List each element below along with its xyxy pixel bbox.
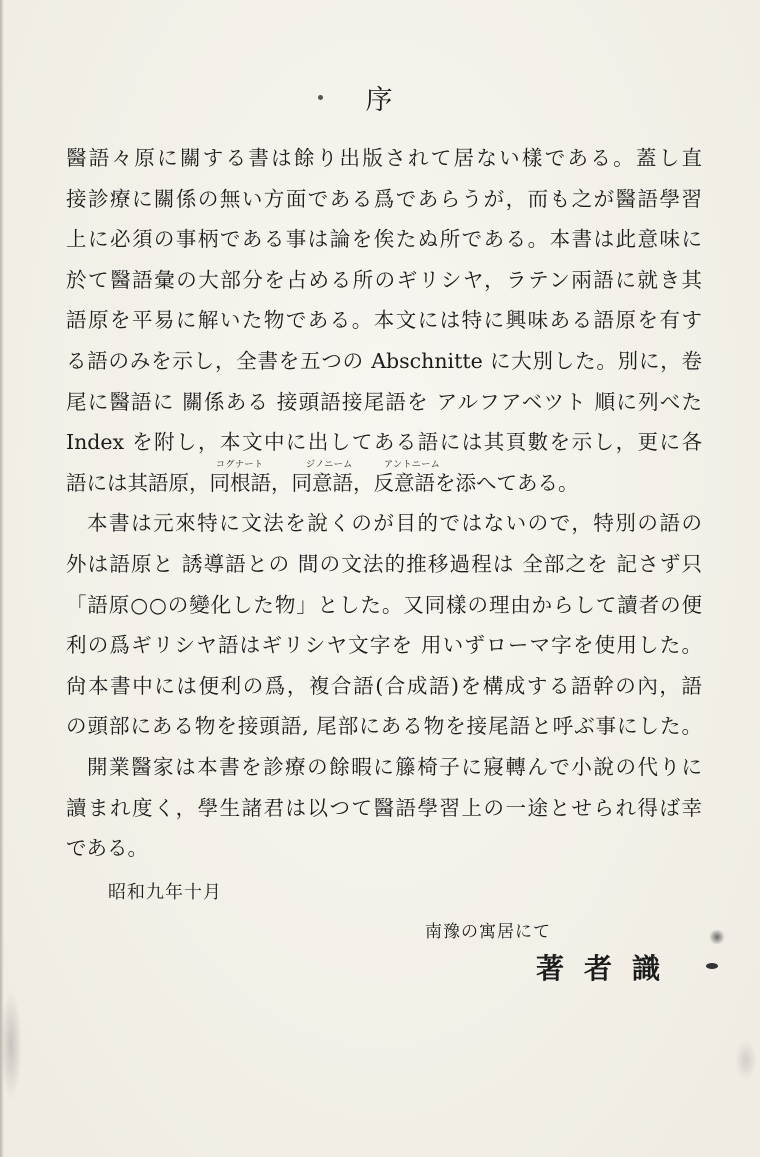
- preface-line: 讀まれ度く，學生諸君は以つて醫語學習上の一途とせられ得ば幸: [66, 795, 702, 820]
- preface-line: 尾に醫語に 關係ある 接頭語接尾語を アルフアベツト 順に列べた: [66, 389, 702, 414]
- preface-line: の頭部にある物を接頭語, 尾部にある物を接尾語と呼ぶ事にした。: [66, 714, 702, 739]
- page-edge-shadow: [0, 0, 4, 1157]
- ruby-cognate: コグナート: [216, 459, 264, 470]
- preface-line: である。: [66, 836, 148, 861]
- page-heading: 序: [365, 85, 395, 116]
- preface-line: Index を附し，本文中に出してある語には其頁數を示し，更に各: [66, 430, 702, 455]
- preface-line: 醫語々原に關する書は餘り出版されて居ない樣である。蓋し直: [66, 146, 702, 170]
- paper-stain: [735, 1040, 757, 1080]
- preface-line: 於て醫語彙の大部分を占める所のギリシヤ，ラテン兩語に就き其: [66, 267, 702, 292]
- preface-line: 外は語原と 誘導語との 間の文法的推移過程は 全部之を 記さず只: [66, 551, 702, 576]
- preface-line: 「語原○○の變化した物」とした。又同樣の理由からして讀者の便: [66, 592, 702, 617]
- ruby-antonym: アントニーム: [384, 459, 441, 470]
- preface-line: 開業醫家は本書を診療の餘暇に籐椅子に寢轉んで小說の代りに: [87, 754, 702, 779]
- preface-line: 接診療に關係の無い方面である爲であらうが，而も之が醫語學習: [66, 186, 702, 211]
- ink-speck: [708, 930, 726, 944]
- preface-date: 昭和九年十月: [108, 882, 222, 903]
- preface-line-with-ruby: [66, 459, 702, 504]
- preface-line: 語原を平易に解いた物である。本文には特に興味ある語原を有す: [66, 308, 702, 333]
- preface-line: 語には其語原，同根語，同意語，反意語を添へてある。: [66, 470, 579, 495]
- preface-line: 上に必須の事柄である事は論を俟たぬ所である。本書は此意味に: [66, 227, 702, 252]
- preface-line: る語のみを示し，全書を五つの Abschnitte に大別した。別に，卷: [66, 348, 702, 373]
- preface-line: 尙本書中には便利の爲，複合語(合成語)を構成する語幹の內，語: [66, 673, 702, 698]
- ruby-synonym: ジノニーム: [306, 459, 353, 470]
- preface-body: [66, 138, 702, 869]
- preface-line: 利の爲ギリシヤ語はギリシヤ文字を 用いずローマ字を使用した。: [66, 633, 702, 658]
- ink-speck: [706, 963, 718, 969]
- preface-author-signature: 著者識: [536, 952, 681, 985]
- paper-stain: [0, 990, 22, 1100]
- preface-place: 南豫の寓居にて: [425, 922, 551, 942]
- preface-line: 本書は元來特に文法を說くのが目的ではないので，特別の語の: [87, 511, 702, 536]
